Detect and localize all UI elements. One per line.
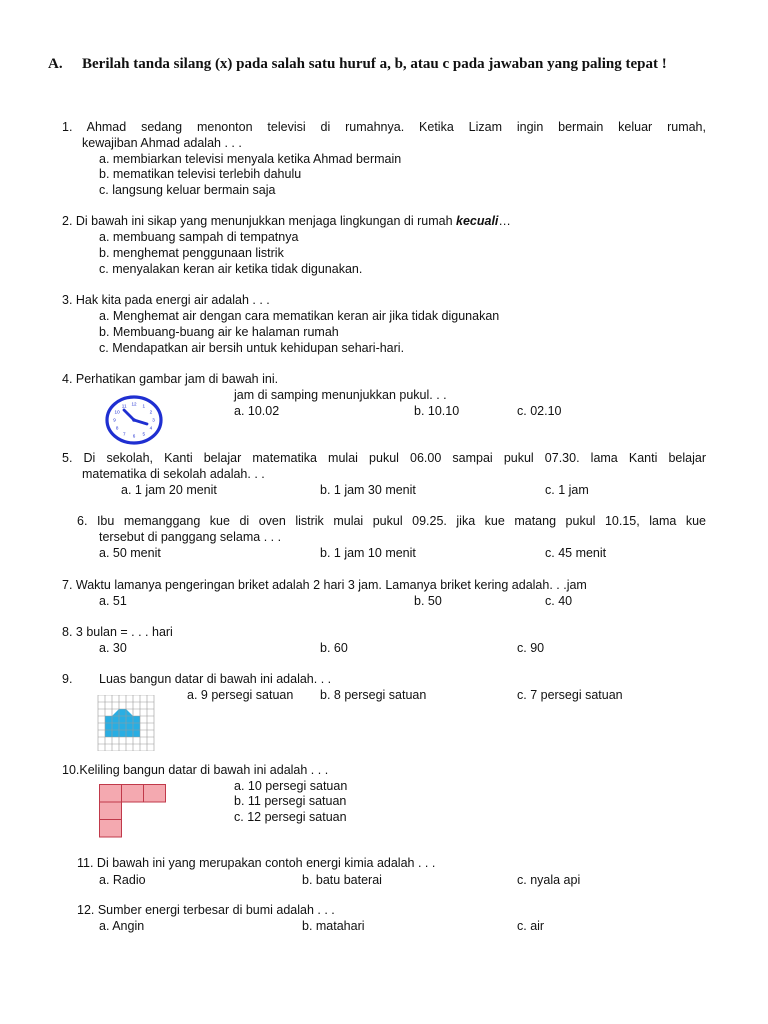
question-3-option-c[interactable]: c. Mendapatkan air bersih untuk kehidupan sehari-hari. [99,341,405,355]
question-8-option-a[interactable]: a. 30 [99,641,127,655]
question-11-option-b[interactable]: b. batu baterai [302,873,382,887]
question-7-option-c[interactable]: c. 40 [545,594,573,608]
question-8-text: 8. 3 bulan = . . . hari [62,625,173,639]
question-5-option-c[interactable]: c. 1 jam [545,483,589,497]
section-heading [48,54,708,74]
question-6-option-b[interactable]: b. 1 jam 10 menit [320,546,416,560]
question-9-option-b[interactable]: b. 8 persegi satuan [320,688,427,702]
question-3-option-b[interactable]: b. Membuang-buang air ke halaman rumah [99,325,339,339]
question-6-text-cont: tersebut di panggang selama . . . [99,530,282,544]
question-2-text-main: 2. Di bawah ini sikap yang menunjukkan menjaga lingkungan di rumah [62,214,456,228]
question-9-option-a[interactable]: a. 9 persegi satuan [187,688,294,702]
l-shape-image [98,783,168,839]
question-5-text-cont: matematika di sekolah adalah. . . [82,467,265,481]
l-shape-square [122,785,144,803]
question-1-option-a[interactable]: a. membiarkan televisi menyala ketika Ahmad bermain [99,152,402,166]
question-7-option-b[interactable]: b. 50 [414,594,442,608]
question-9-number: 9. [62,672,73,686]
question-6-text: 6. Ibu memanggang kue di oven listrik mulai pukul 09.25. jika kue matang pukul 10.15, lama kue [77,514,706,528]
question-11-option-a[interactable]: a. Radio [99,873,146,887]
grid-shape-image [95,695,157,751]
clock-numeral: 3 [152,417,155,423]
question-10-option-b[interactable]: b. 11 persegi satuan [234,794,347,808]
grid-lines [98,695,154,751]
l-shape-square [144,785,166,803]
question-9-text: Luas bangun datar di bawah ini adalah. . . [99,672,332,686]
question-1-text-cont: kewajiban Ahmad adalah . . . [82,136,242,150]
question-4-subtext: jam di samping menunjukkan pukul. . . [234,388,447,402]
question-6-option-a[interactable]: a. 50 menit [99,546,161,560]
clock-numeral: 1 [142,403,146,409]
question-2-ellipsis: … [498,214,511,228]
question-10-text: 10.Keliling bangun datar di bawah ini adalah . . . [62,763,329,777]
l-shape-square [100,820,122,838]
l-shape-square [100,785,122,803]
question-2-text [62,213,511,229]
section-instruction: Berilah tanda silang (x) pada salah satu huruf a, b, atau c pada jawaban yang paling tepat ! [82,56,667,72]
question-5-option-b[interactable]: b. 1 jam 30 menit [320,483,416,497]
clock-numeral: 10 [114,409,120,415]
clock-numeral: 8 [115,425,119,431]
clock-numeral: 4 [149,425,153,431]
question-1-option-b[interactable]: b. mematikan televisi terlebih dahulu [99,167,302,181]
clock-numeral: 12 [131,401,137,407]
clock-numeral: 6 [132,433,136,439]
question-12-option-c[interactable]: c. air [517,919,545,933]
clock-numeral: 9 [113,417,116,423]
question-5-text: 5. Di sekolah, Kanti belajar matematika mulai pukul 06.00 sampai pukul 07.30. lama Kanti belajar [62,451,706,465]
question-10-option-a[interactable]: a. 10 persegi satuan [234,779,348,793]
question-4-option-c[interactable]: c. 02.10 [517,404,562,418]
question-12-text: 12. Sumber energi terbesar di bumi adalah . . . [77,903,335,917]
question-3-text: 3. Hak kita pada energi air adalah . . . [62,293,270,307]
question-1-text: 1. Ahmad sedang menonton televisi di rumahnya. Ketika Lizam ingin bermain keluar rumah, [62,120,706,134]
l-shape-square [100,802,122,820]
question-2-option-a[interactable]: a. membuang sampah di tempatnya [99,230,299,244]
question-4-option-a[interactable]: a. 10.02 [234,404,280,418]
question-7-text: 7. Waktu lamanya pengeringan briket adalah 2 hari 3 jam. Lamanya briket kering adalah. . .jam [62,578,587,592]
question-6-option-c[interactable]: c. 45 menit [545,546,607,560]
question-12-option-b[interactable]: b. matahari [302,919,365,933]
question-9-option-c[interactable]: c. 7 persegi satuan [517,688,623,702]
question-2-option-c[interactable]: c. menyalakan keran air ketika tidak digunakan. [99,262,363,276]
clock-image [103,394,165,446]
question-5-option-a[interactable]: a. 1 jam 20 menit [121,483,217,497]
question-7-option-a[interactable]: a. 51 [99,594,127,608]
question-8-option-b[interactable]: b. 60 [320,641,348,655]
question-2-emphasis: kecuali [456,214,499,228]
clock-center [132,418,136,422]
clock-numeral: 7 [123,431,126,437]
question-8-option-c[interactable]: c. 90 [517,641,545,655]
question-11-option-c[interactable]: c. nyala api [517,873,581,887]
question-4-text: 4. Perhatikan gambar jam di bawah ini. [62,372,279,386]
clock-numeral: 2 [149,409,153,415]
question-4-option-b[interactable]: b. 10.10 [414,404,460,418]
question-12-option-a[interactable]: a. Angin [99,919,145,933]
question-2-option-b[interactable]: b. menghemat penggunaan listrik [99,246,284,260]
clock-numeral: 5 [142,431,146,437]
section-letter: A. [48,56,63,72]
clock-numeral: 11 [121,403,127,409]
question-3-option-a[interactable]: a. Menghemat air dengan cara mematikan keran air jika tidak digunakan [99,309,500,323]
question-10-option-c[interactable]: c. 12 persegi satuan [234,810,347,824]
question-1-option-c[interactable]: c. langsung keluar bermain saja [99,183,276,197]
question-11-text: 11. Di bawah ini yang merupakan contoh energi kimia adalah . . . [77,856,436,870]
